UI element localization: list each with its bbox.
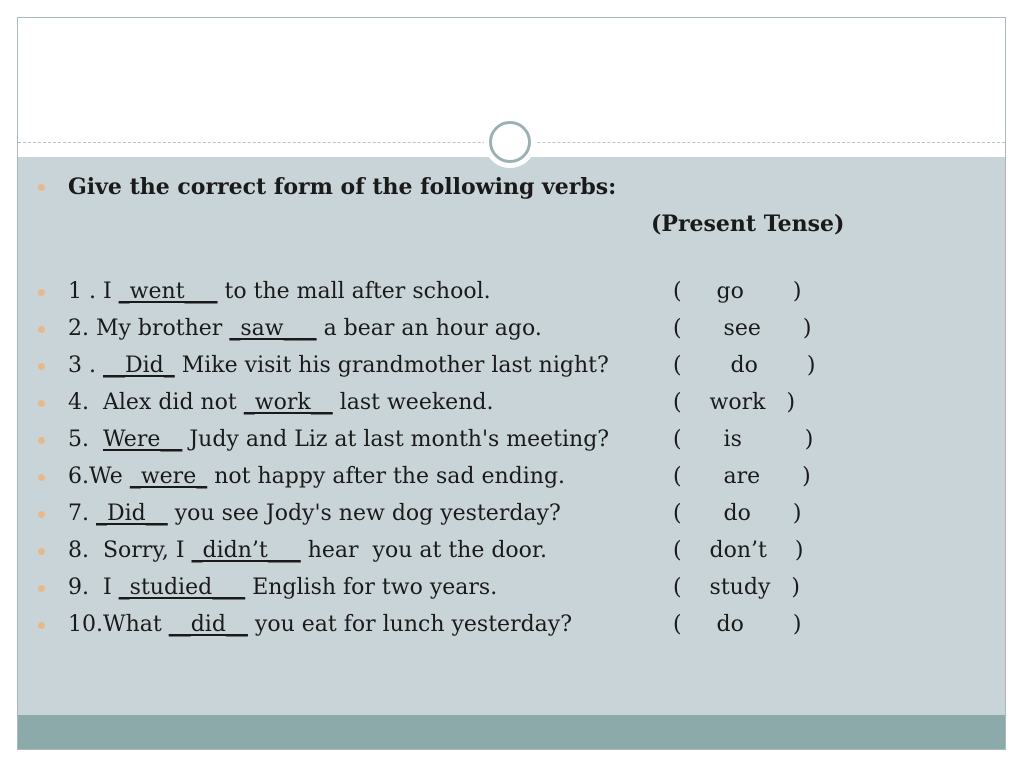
answer-blank: Were__ xyxy=(102,427,183,452)
item-text: 6.We xyxy=(68,464,130,489)
bullet-icon xyxy=(38,289,45,296)
base-verb-hint: ( study ) xyxy=(673,575,800,600)
bullet-icon xyxy=(38,548,45,555)
bullet-icon xyxy=(38,400,45,407)
item-text: 1 . I xyxy=(68,279,119,304)
item-text: hear you at the door. xyxy=(300,538,548,563)
exercise-item xyxy=(68,390,493,416)
answer-blank: _didn’t___ xyxy=(191,538,301,563)
base-verb-hint: ( do ) xyxy=(673,353,816,378)
footer-bar xyxy=(18,715,1005,749)
item-text: 10.What xyxy=(68,612,169,637)
answer-blank: _studied___ xyxy=(118,575,246,600)
base-verb-hint: ( see ) xyxy=(673,316,812,341)
base-verb-hint: ( are ) xyxy=(673,464,811,489)
bullet-icon xyxy=(38,474,45,481)
exercise-item xyxy=(68,501,561,527)
item-text: last weekend. xyxy=(332,390,494,415)
answer-blank: _Did__ xyxy=(95,501,168,526)
ring-icon xyxy=(489,121,531,163)
item-text: 8. Sorry, I xyxy=(68,538,192,563)
bullet-icon xyxy=(38,326,45,333)
item-text: Mike visit his grandmother last night? xyxy=(174,353,609,378)
base-verb-hint: ( work ) xyxy=(673,390,796,415)
exercise-item xyxy=(68,279,491,305)
answer-blank: __Did_ xyxy=(102,353,175,378)
exercise-item xyxy=(68,612,572,638)
item-text: 9. I xyxy=(68,575,119,600)
base-verb-hint: ( go ) xyxy=(673,279,802,304)
item-text: 5. xyxy=(68,427,103,452)
bullet-icon xyxy=(38,585,45,592)
bullet-icon xyxy=(38,184,45,191)
exercise-item xyxy=(68,464,565,490)
item-text: 3 . xyxy=(68,353,103,378)
answer-blank: _went___ xyxy=(118,279,218,304)
instruction-heading: Give the correct form of the following verbs: xyxy=(68,174,617,200)
exercise-item xyxy=(68,538,547,564)
tense-subtitle: (Present Tense) xyxy=(651,211,845,237)
item-text: not happy after the sad ending. xyxy=(207,464,566,489)
item-text: a bear an hour ago. xyxy=(316,316,542,341)
item-text: you see Jody's new dog yesterday? xyxy=(167,501,561,526)
exercise-item xyxy=(68,575,497,601)
answer-blank: __did__ xyxy=(168,612,248,637)
answer-blank: _work__ xyxy=(243,390,333,415)
item-text: 4. Alex did not xyxy=(68,390,244,415)
item-text: English for two years. xyxy=(245,575,498,600)
exercise-item xyxy=(68,353,609,379)
base-verb-hint: ( don’t ) xyxy=(673,538,804,563)
bullet-icon xyxy=(38,622,45,629)
exercise-item xyxy=(68,427,609,453)
slide xyxy=(17,17,1006,750)
exercise-item xyxy=(68,316,542,342)
bullet-icon xyxy=(38,363,45,370)
item-text: to the mall after school. xyxy=(217,279,491,304)
bullet-icon xyxy=(38,511,45,518)
bullet-icon xyxy=(38,437,45,444)
base-verb-hint: ( do ) xyxy=(673,612,802,637)
answer-blank: _saw___ xyxy=(229,316,317,341)
item-text: you eat for lunch yesterday? xyxy=(247,612,573,637)
base-verb-hint: ( do ) xyxy=(673,501,802,526)
item-text: Judy and Liz at last month's meeting? xyxy=(182,427,610,452)
item-text: 2. My brother xyxy=(68,316,230,341)
answer-blank: _were_ xyxy=(129,464,208,489)
item-text: 7. xyxy=(68,501,96,526)
base-verb-hint: ( is ) xyxy=(673,427,814,452)
